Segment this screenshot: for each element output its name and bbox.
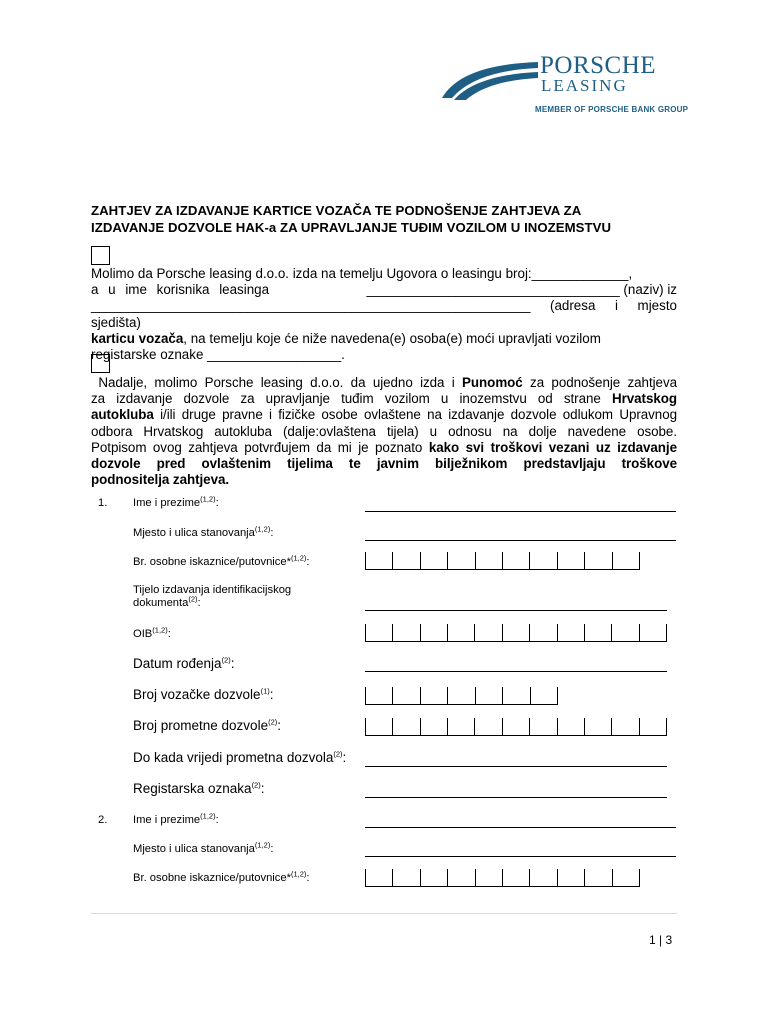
person-1-address-field[interactable]: [365, 540, 676, 541]
para2-l5a: Potpisom ovog zahtjeva potvrđujem da mi je poznato: [91, 439, 429, 455]
person-1-idcard-boxes[interactable]: [365, 552, 640, 570]
para1-line2a: a u ime korisnika leasinga: [91, 282, 270, 298]
para2-l1b: Punomoć: [462, 375, 523, 390]
person-1-name-field[interactable]: [365, 511, 676, 512]
page-number: 1 | 3: [649, 933, 673, 947]
person-1-license-boxes[interactable]: [365, 687, 558, 705]
person-1-license-label: Broj vozačke dozvole$^{(1)}$:: [133, 686, 274, 702]
para2-l2b: Hrvatskog: [611, 391, 677, 407]
checkbox-power-of-attorney[interactable]: [91, 354, 110, 373]
person-1-dob-field[interactable]: [365, 671, 667, 672]
porsche-leasing-logo: [440, 50, 710, 120]
logo-sub: LEASING: [541, 76, 628, 95]
person-1-name-label: Ime i prezime$^{(1,2)}$:: [133, 494, 219, 509]
para2-l6: dozvole pred ovlaštenim tijelima te javnim bilježnikom predstavljaju troškove: [91, 456, 677, 472]
para1-line5: registarske oznake __________________.: [91, 347, 345, 363]
para2-l2a: za izdavanje dozvole za upravljanje tuđim vozilom u inozemstvu od strane: [91, 391, 612, 407]
person-1-plate-label: Registarska oznaka$^{(2)}$:: [133, 780, 265, 796]
para2-l5b: kako svi troškovi vezani uz izdavanje: [428, 439, 677, 455]
para1-line4: , na temelju koje će niže navedena(e) osoba(e) moći upravljati vozilom: [183, 330, 601, 346]
para1-line3: ___________________________________________________________ (adresa i mjesto sjedišta): [91, 298, 677, 330]
logo-brand: PORSCHE: [540, 52, 657, 79]
paragraph-request: [91, 266, 677, 363]
para2-l1a: Nadalje, molimo Porsche leasing d.o.o. da ujedno izda i: [98, 375, 463, 390]
para2-l7: podnositelja zahtjeva.: [91, 472, 230, 488]
person-2-address-field[interactable]: [365, 856, 676, 857]
para2-l4: odbora Hrvatskog autokluba (dalje:ovlaštena tijela) u odnosu na dolje navedene osobe.: [91, 423, 677, 439]
person-2-name-label: Ime i prezime$^{(1,2)}$:: [133, 811, 219, 826]
person-1-oib-label: OIB$^{(1,2)}$:: [133, 625, 171, 640]
person-1-regdoc-label: Broj prometne dozvole$^{(2)}$:: [133, 717, 282, 733]
document-title: [91, 202, 691, 236]
person-2-idcard-label: Br. osobne iskaznice/putovnice*$^{(1,2)}$:: [133, 869, 310, 884]
person-2-number: 2.: [98, 814, 108, 826]
person-1-idcard-label: Br. osobne iskaznice/putovnice*$^{(1,2)}$:: [133, 553, 310, 568]
person-1-regvalid-label: Do kada vrijedi prometna dozvola$^{(2)}$:: [133, 749, 347, 765]
person-2-idcard-boxes[interactable]: [365, 869, 640, 887]
para2-l3b: i/ili druge pravne i fizičke osobe ovlaštene na izdavanje dozvole odlukom Upravnog: [153, 407, 677, 423]
para2-l1c: za podnošenje zahtjeva: [522, 375, 677, 390]
para1-line1: Molimo da Porsche leasing d.o.o. izda na temelju Ugovora o leasingu broj:_____________,: [91, 266, 633, 281]
checkbox-driver-card[interactable]: [91, 246, 110, 265]
person-2-name-field[interactable]: [365, 827, 676, 828]
title-line-1: ZAHTJEV ZA IZDAVANJE KARTICE VOZAČA TE PODNOŠENJE ZAHTJEVA ZA: [91, 203, 582, 218]
person-1-dob-label: Datum rođenja$^{(2)}$:: [133, 655, 235, 671]
logo-tagline: MEMBER OF PORSCHE BANK GROUP: [535, 105, 689, 114]
para1-line2b: __________________________________ (naziv) iz: [366, 282, 677, 298]
para2-l3a: autokluba: [91, 407, 154, 423]
para1-bold-card: karticu vozača: [91, 330, 184, 346]
person-1-plate-field[interactable]: [365, 797, 667, 798]
person-1-address-label: Mjesto i ulica stanovanja$^{(1,2)}$:: [133, 524, 274, 539]
person-1-oib-boxes[interactable]: [365, 624, 667, 642]
person-1-number: 1.: [98, 497, 108, 509]
person-1-regvalid-field[interactable]: [365, 766, 667, 767]
person-1-issuer-field[interactable]: [365, 610, 667, 611]
person-1-regdoc-boxes[interactable]: [365, 718, 667, 736]
title-line-2: IZDAVANJE DOZVOLE HAK-a ZA UPRAVLJANJE TUĐIM VOZILOM U INOZEMSTVU: [91, 220, 612, 235]
person-1-issuer-label: Tijelo izdavanja identifikacijskog dokumenta$^{(2)}$:: [133, 584, 292, 609]
logo-swoosh-icon: [440, 56, 540, 106]
paragraph-attorney: [91, 375, 677, 488]
person-2-address-label: Mjesto i ulica stanovanja$^{(1,2)}$:: [133, 840, 274, 855]
footer-divider: [91, 913, 677, 914]
